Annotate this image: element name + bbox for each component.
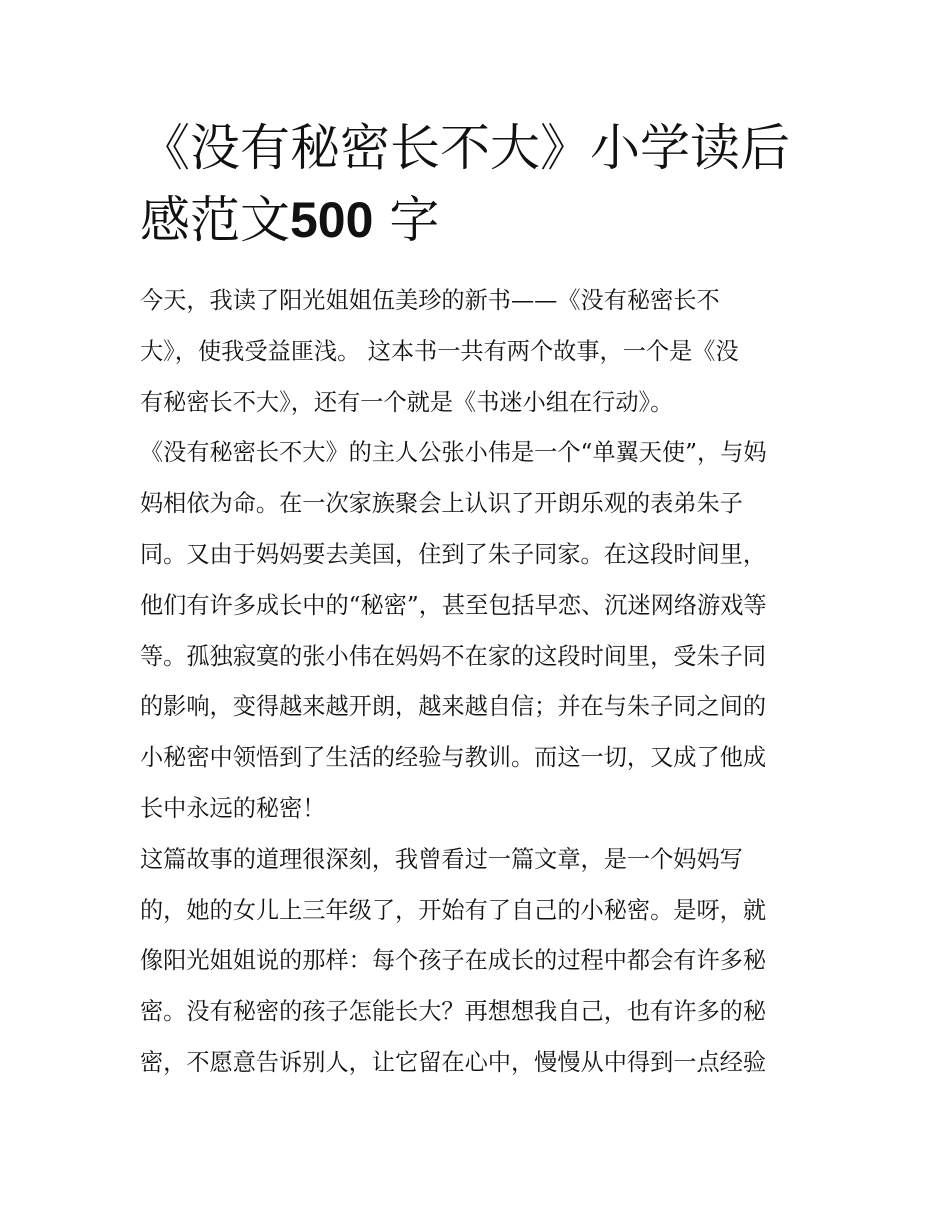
body-line: 今天，我读了阳光姐姐伍美珍的新书——《没有秘密长不	[140, 287, 720, 314]
body-line: 像阳光姐姐说的那样：每个孩子在成长的过程中都会有许多秘	[140, 947, 767, 975]
body-line: 的，她的女儿上三年级了，开始有了自己的小秘密。是呀，就	[140, 896, 767, 924]
body-line: 小秘密中领悟到了生活的经验与教训。而这一切，又成了他成	[140, 744, 767, 772]
title-line-2	[140, 184, 840, 256]
title-line-1-text: 《没有秘密长不大》小学读后	[140, 119, 790, 177]
body-line: 密，不愿意告诉别人，让它留在心中，慢慢从中得到一点经验	[140, 1048, 767, 1076]
document-title	[140, 112, 840, 256]
document-body	[140, 276, 820, 1089]
body-line: 《没有秘密长不大》的主人公张小伟是一个“单翼天使”，与妈	[140, 439, 767, 467]
title-line-2-text: 感范文	[140, 191, 290, 249]
title-word-count: 500	[290, 192, 374, 248]
title-line-2-suffix: 字	[373, 191, 440, 249]
body-line: 妈相依为命。在一次家族聚会上认识了开朗乐观的表弟朱子	[140, 490, 743, 518]
body-line: 的影响，变得越来越开朗，越来越自信；并在与朱子同之间的	[140, 693, 767, 721]
body-line: 他们有许多成长中的“秘密”，甚至包括早恋、沉迷网络游戏等	[140, 591, 767, 619]
body-line: 大》，使我受益匪浅。 这本书一共有两个故事，一个是《没	[140, 337, 739, 365]
body-line: 同。又由于妈妈要去美国，住到了朱子同家。在这段时间里，	[140, 540, 767, 568]
body-line: 有秘密长不大》，还有一个就是《书迷小组在行动》。	[140, 388, 674, 416]
title-line-1	[140, 112, 840, 184]
body-line: 长中永远的秘密！	[140, 794, 326, 822]
body-line: 等。孤独寂寞的张小伟在妈妈不在家的这段时间里，受朱子同	[140, 642, 767, 670]
body-line: 密。没有秘密的孩子怎能长大？再想想我自己，也有许多的秘	[140, 998, 767, 1026]
body-line: 这篇故事的道理很深刻，我曾看过一篇文章，是一个妈妈写	[140, 845, 743, 873]
